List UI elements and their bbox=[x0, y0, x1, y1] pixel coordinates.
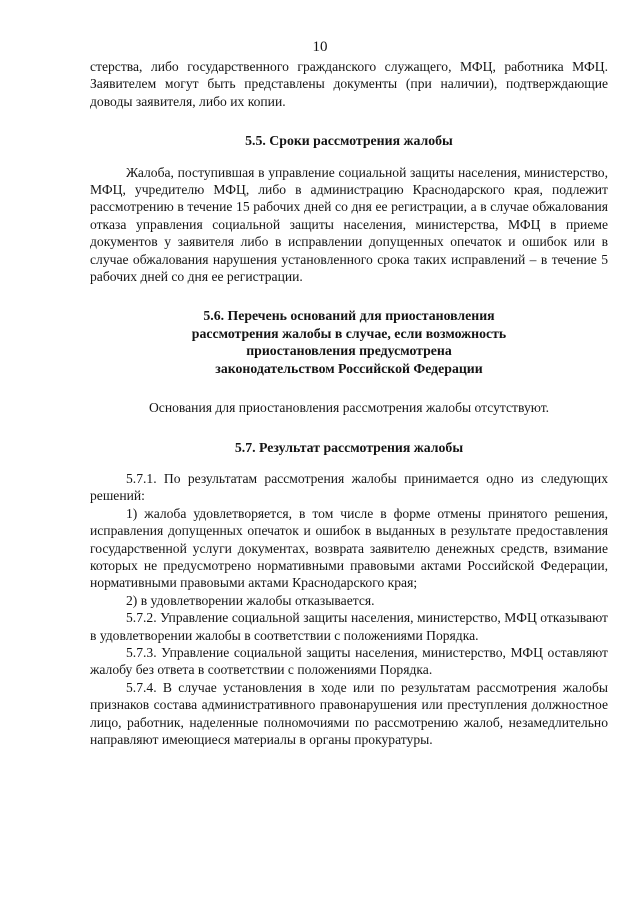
opening-paragraph: стерства, либо государственного гражданского служащего, МФЦ, работника МФЦ. Заявителем могут быть представлены документы (при наличии), подтверждающие доводы заявителя, либо их копии. bbox=[90, 59, 608, 109]
page-number: 10 bbox=[312, 39, 328, 55]
section-5-5-heading: 5.5. Сроки рассмотрения жалобы bbox=[245, 133, 453, 149]
section-5-7-4-paragraph: 5.7.4. В случае установления в ходе или по результатам рассмотрения жалобы признаков состава административного правонарушения или преступления должностное лицо, работник, наделенные полномочиями по рассмотрению жалоб, незамедлительно направляют имеющиеся материалы в органы прокуратуры. bbox=[90, 679, 608, 747]
section-5-7-1-item-1: 1) жалоба удовлетворяется, в том числе в форме отмены принятого решения, исправления допущенных опечаток и ошибок в выданных в результате предоставления государственной услуги документах, возврата заявителю денежных средств, взимание которых не предусмотрено нормативными правовыми актами Российской Федерации, нормативными правовыми актами Краснодарского края; bbox=[90, 505, 608, 591]
section-5-7-1-paragraph: 5.7.1. По результатам рассмотрения жалобы принимается одно из следующих решений: bbox=[90, 470, 608, 504]
section-5-6-heading-line: рассмотрения жалобы в случае, если возможность bbox=[191, 325, 507, 341]
section-5-5-paragraph: Жалоба, поступившая в управление социальной защиты населения, министерство, МФЦ, учредителю МФЦ, либо в администрацию Краснодарского края, подлежит рассмотрению в течение 15 рабочих дней со дня ее регистрации, а в случае обжалования отказа управления социальной защиты населения, министерства, МФЦ в приеме документов у заявителя либо в исправлении допущенных опечаток и ошибок или в случае обжалования нарушения установленного срока таких исправлений – в течение 5 рабочих дней со дня ее регистрации. bbox=[90, 164, 608, 285]
section-5-6-heading bbox=[90, 307, 608, 377]
section-5-6-paragraph: Основания для приостановления рассмотрения жалобы отсутствуют. bbox=[148, 400, 550, 416]
document-body bbox=[90, 58, 608, 748]
section-5-7-1-item-2: 2) в удовлетворении жалобы отказывается. bbox=[126, 592, 375, 608]
section-5-6-heading-line: законодательством Российской Федерации bbox=[215, 360, 483, 376]
section-5-6-heading-line: 5.6. Перечень оснований для приостановления bbox=[203, 308, 495, 324]
section-5-7-heading: 5.7. Результат рассмотрения жалобы bbox=[234, 439, 464, 455]
section-5-6-heading-line: приостановления предусмотрена bbox=[246, 343, 452, 359]
section-5-7-3-paragraph: 5.7.3. Управление социальной защиты населения, министерство, МФЦ оставляют жалобу без ответа в соответствии с положениями Порядка. bbox=[90, 644, 608, 678]
section-5-7-2-paragraph: 5.7.2. Управление социальной защиты населения, министерство, МФЦ отказывают в удовлетворении жалобы в соответствии с положениями Порядка. bbox=[90, 610, 608, 643]
